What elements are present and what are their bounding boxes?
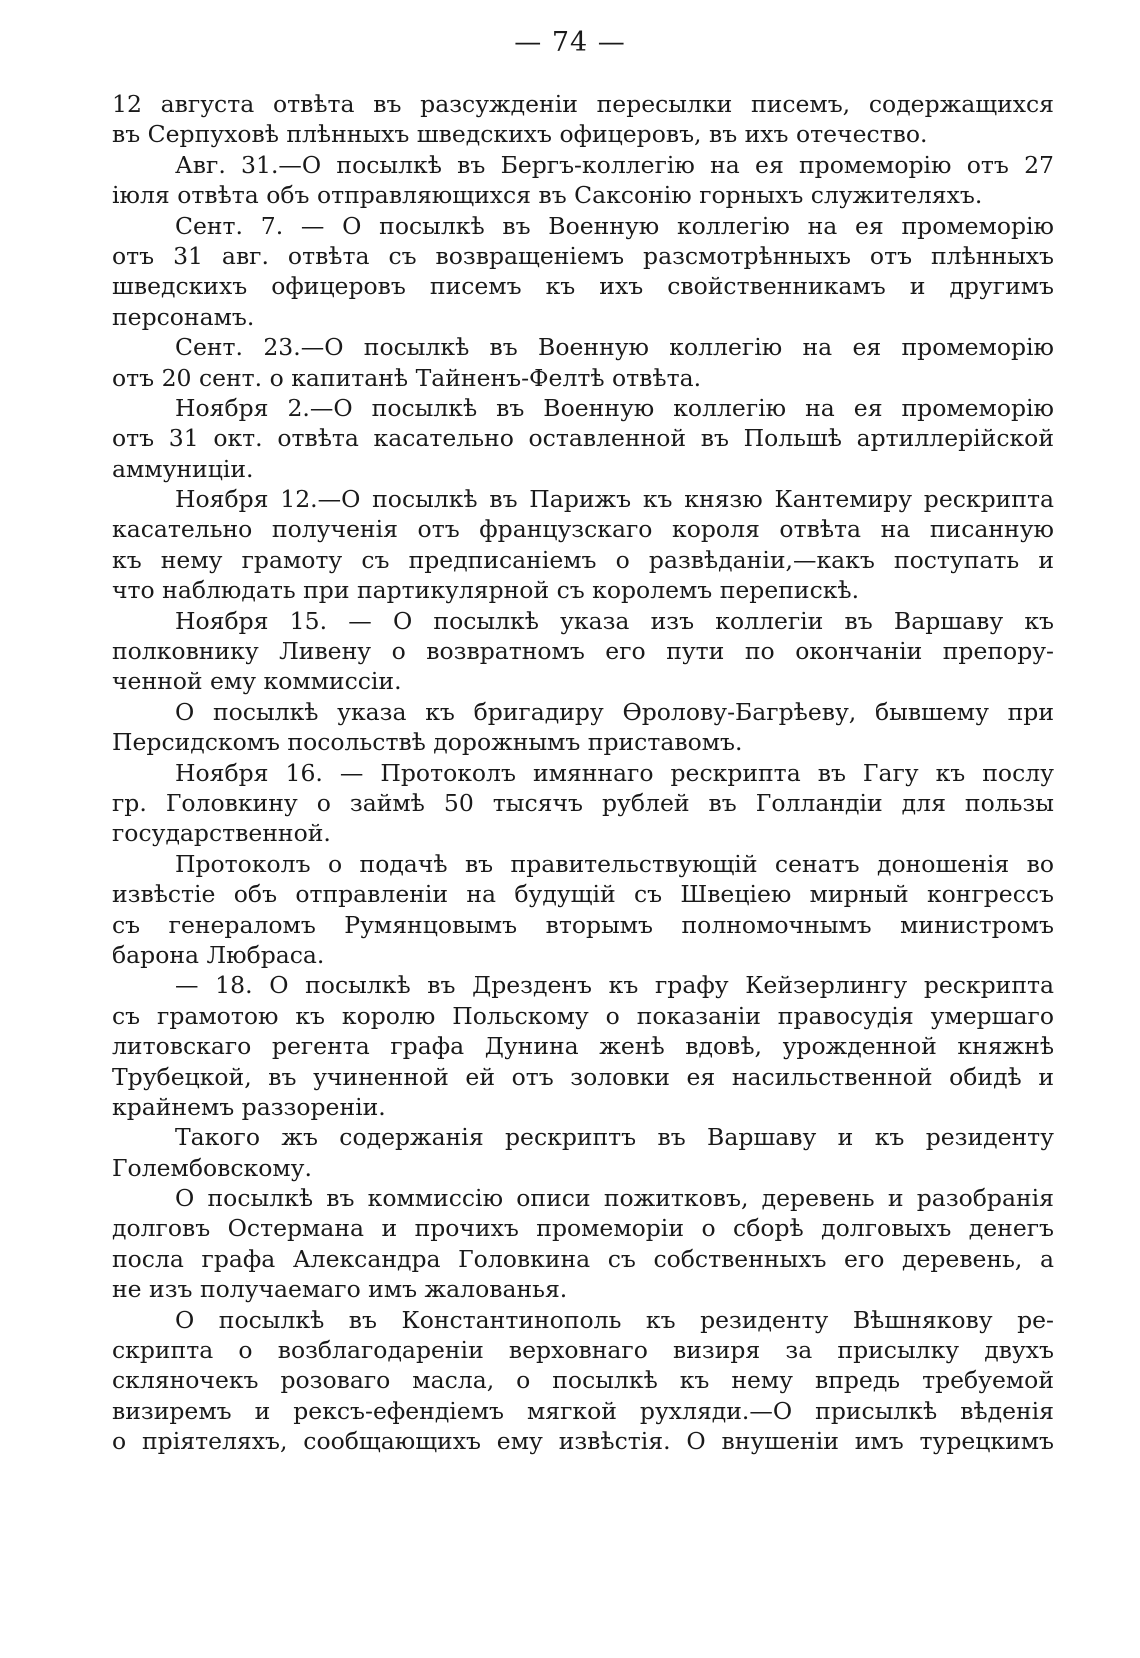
text-line: не изъ получаемаго имъ жалованья. — [112, 1275, 568, 1304]
text-line: шведскихъ офицеровъ писемъ къ ихъ свойственникамъ и другимъ — [112, 272, 1054, 301]
text-line: долговъ Остермана и прочихъ промеморіи о сборѣ долговыхъ денегъ — [112, 1214, 1054, 1243]
text-line: Трубецкой, въ учиненной ей отъ золовки ея насильственной обидѣ и — [112, 1062, 1054, 1091]
text-line: Сент. 7. — О посылкѣ въ Военную коллегію на ея промеморію — [175, 211, 1054, 240]
text-line: полковнику Ливену о возвратномъ его пути по окончаніи препору- — [112, 637, 1054, 666]
text-line: литовскаго регента графа Дунина женѣ вдовѣ, урожденной княжнѣ — [112, 1032, 1054, 1061]
text-line: къ нему грамоту съ предписаніемъ о развѣданіи,—какъ поступать и — [112, 545, 1054, 574]
text-line: О посылкѣ въ коммиссію описи пожитковъ, деревень и разобранія — [175, 1184, 1054, 1213]
text-line: крайнемъ раззореніи. — [112, 1092, 386, 1121]
text-line: Авг. 31.—О посылкѣ въ Бергъ-коллегію на ея промеморію отъ 27 — [175, 150, 1054, 179]
text-line: скрипта о возблагодареніи верховнаго визиря за присылку двухъ — [112, 1336, 1054, 1365]
text-line: о пріятеляхъ, сообщающихъ ему извѣстія. О внушеніи имъ турецкимъ — [112, 1427, 1054, 1456]
text-line: іюля отвѣта объ отправляющихся въ Саксонію горныхъ служителяхъ. — [112, 181, 983, 210]
text-line: Ноября 2.—О посылкѣ въ Военную коллегію на ея промеморію — [175, 393, 1054, 422]
text-line: съ генераломъ Румянцовымъ вторымъ полномочнымъ министромъ — [112, 910, 1054, 939]
text-line: аммуниціи. — [112, 454, 254, 483]
text-line: государственной. — [112, 819, 331, 848]
body-text — [112, 89, 1054, 1457]
text-line: Ноября 16. — Протоколъ имяннаго рескрипта въ Гагу къ послу — [175, 758, 1054, 787]
text-line: Ноября 15. — О посылкѣ указа изъ коллегіи въ Варшаву къ — [175, 606, 1054, 635]
text-line: въ Серпуховѣ плѣнныхъ шведскихъ офицеровъ, въ ихъ отечество. — [112, 120, 928, 149]
text-line: визиремъ и рексъ-ефендіемъ мягкой рухляди.—О присылкѣ вѣденія — [112, 1396, 1054, 1425]
text-line: посла графа Александра Головкина съ собственныхъ его деревень, а — [112, 1244, 1054, 1273]
text-line: скляночекъ розоваго масла, о посылкѣ къ нему впредь требуемой — [112, 1366, 1054, 1395]
text-line: отъ 31 авг. отвѣта съ возвращеніемъ разсмотрѣнныхъ отъ плѣнныхъ — [112, 241, 1054, 270]
text-line: Сент. 23.—О посылкѣ въ Военную коллегію на ея промеморію — [175, 333, 1054, 362]
text-line: ченной ему коммиссіи. — [112, 667, 402, 696]
text-line: отъ 20 сент. о капитанѣ Тайненъ-Фелтѣ отвѣта. — [112, 363, 702, 392]
text-line: съ грамотою къ королю Польскому о показаніи правосудія умершаго — [112, 1001, 1054, 1030]
text-line: О посылкѣ указа къ бригадиру Ѳролову-Багрѣеву, бывшему при — [175, 697, 1054, 726]
text-line: Такого жъ содержанія рескриптъ въ Варшаву и къ резиденту — [175, 1123, 1054, 1152]
text-line: касательно полученія отъ французскаго короля отвѣта на писанную — [112, 515, 1054, 544]
text-line: Персидскомъ посольствѣ дорожнымъ приставомъ. — [112, 728, 743, 757]
text-line: О посылкѣ въ Константинополь къ резиденту Вѣшнякову ре- — [175, 1305, 1054, 1334]
text-line: — 18. О посылкѣ въ Дрезденъ къ графу Кейзерлингу рескрипта — [175, 971, 1054, 1000]
page-number: — 74 — — [514, 27, 626, 58]
text-line: отъ 31 окт. отвѣта касательно оставленной въ Польшѣ артиллерійской — [112, 424, 1054, 453]
text-line: Голембовскому. — [112, 1153, 312, 1182]
text-line: гр. Головкину о займѣ 50 тысячъ рублей въ Голландіи для пользы — [112, 788, 1054, 817]
text-line: 12 августа отвѣта въ разсужденіи пересылки писемъ, содержащихся — [112, 90, 1054, 118]
text-line: извѣстіе объ отправленіи на будущій съ Швеціею мирный конгрессъ — [112, 880, 1054, 909]
text-line: что наблюдать при партикулярной съ королемъ перепискѣ. — [112, 576, 860, 605]
text-line: барона Любраса. — [112, 940, 325, 969]
text-line: Протоколъ о подачѣ въ правительствующій сенатъ доношенія во — [175, 849, 1054, 878]
text-line: персонамъ. — [112, 302, 255, 331]
text-line: Ноября 12.—О посылкѣ въ Парижъ къ князю Кантемиру рескрипта — [175, 485, 1054, 514]
